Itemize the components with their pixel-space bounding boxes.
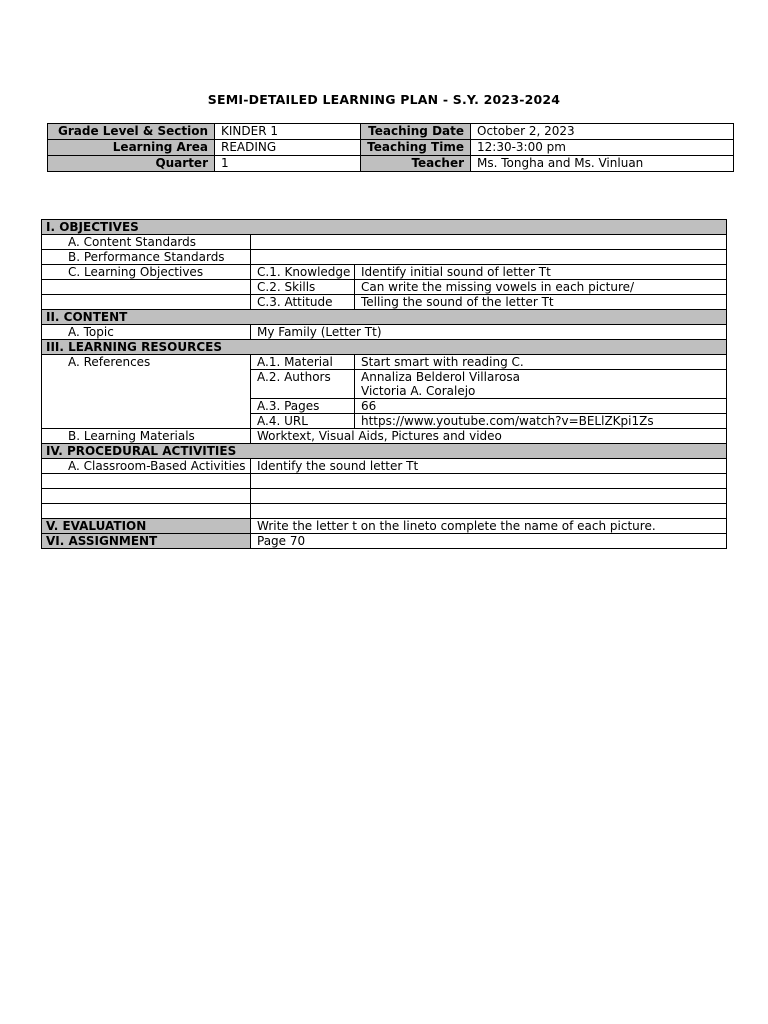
classroom-activities-value: Identify the sound letter Tt	[251, 459, 727, 474]
topic-value: My Family (Letter Tt)	[251, 325, 727, 340]
grade-value: KINDER 1	[215, 124, 361, 140]
material-label: A.1. Material	[251, 355, 355, 370]
pages-value: 66	[355, 399, 727, 414]
empty-cell	[42, 504, 251, 519]
grade-label: Grade Level & Section	[48, 124, 215, 140]
attitude-value: Telling the sound of the letter Tt	[355, 295, 727, 310]
area-value: READING	[215, 140, 361, 156]
skills-value: Can write the missing vowels in each picture/	[355, 280, 727, 295]
content-heading: II. CONTENT	[42, 310, 727, 325]
performance-standards-label: B. Performance Standards	[42, 250, 251, 265]
table-row	[42, 295, 727, 310]
table-row	[42, 325, 727, 340]
teacher-value: Ms. Tongha and Ms. Vinluan	[471, 156, 734, 172]
references-label: A. References	[42, 355, 251, 429]
url-label: A.4. URL	[251, 414, 355, 429]
page-title: SEMI-DETAILED LEARNING PLAN - S.Y. 2023-2024	[207, 92, 561, 107]
section-objectives	[42, 220, 727, 235]
date-value: October 2, 2023	[471, 124, 734, 140]
empty-cell	[251, 474, 727, 489]
assignment-value: Page 70	[251, 534, 727, 549]
plan-table	[41, 219, 727, 549]
table-row	[42, 280, 727, 295]
learning-materials-value: Worktext, Visual Aids, Pictures and video	[251, 429, 727, 444]
empty-cell	[42, 474, 251, 489]
pages-label: A.3. Pages	[251, 399, 355, 414]
area-label: Learning Area	[48, 140, 215, 156]
author-2: Victoria A. Coralejo	[361, 384, 476, 398]
quarter-label: Quarter	[48, 156, 215, 172]
objectives-heading: I. OBJECTIVES	[42, 220, 727, 235]
table-row	[42, 504, 727, 519]
info-row-grade	[48, 124, 734, 140]
time-label: Teaching Time	[361, 140, 471, 156]
section-assignment	[42, 534, 727, 549]
performance-standards-value	[251, 250, 727, 265]
empty-cell	[42, 489, 251, 504]
authors-value	[355, 370, 727, 399]
quarter-value: 1	[215, 156, 361, 172]
attitude-label: C.3. Attitude	[251, 295, 355, 310]
table-row	[42, 429, 727, 444]
info-table	[47, 123, 734, 172]
authors-label: A.2. Authors	[251, 370, 355, 399]
content-standards-value	[251, 235, 727, 250]
time-value: 12:30-3:00 pm	[471, 140, 734, 156]
section-content	[42, 310, 727, 325]
procedural-heading: IV. PROCEDURAL ACTIVITIES	[42, 444, 727, 459]
classroom-activities-label: A. Classroom-Based Activities	[42, 459, 251, 474]
table-row	[42, 355, 727, 370]
info-row-quarter	[48, 156, 734, 172]
evaluation-value: Write the letter t on the lineto complete the name of each picture.	[251, 519, 727, 534]
topic-label: A. Topic	[42, 325, 251, 340]
content-standards-label: A. Content Standards	[42, 235, 251, 250]
knowledge-value: Identify initial sound of letter Tt	[355, 265, 727, 280]
assignment-heading: VI. ASSIGNMENT	[42, 534, 251, 549]
knowledge-label: C.1. Knowledge	[251, 265, 355, 280]
teacher-label: Teacher	[361, 156, 471, 172]
learning-objectives-label: C. Learning Objectives	[42, 265, 251, 280]
table-row	[42, 235, 727, 250]
section-evaluation	[42, 519, 727, 534]
author-1: Annaliza Belderol Villarosa	[361, 370, 520, 384]
table-row	[42, 250, 727, 265]
resources-heading: III. LEARNING RESOURCES	[42, 340, 727, 355]
section-resources	[42, 340, 727, 355]
material-value: Start smart with reading C.	[355, 355, 727, 370]
learning-materials-label: B. Learning Materials	[42, 429, 251, 444]
empty-cell	[251, 489, 727, 504]
info-row-area	[48, 140, 734, 156]
url-value: https://www.youtube.com/watch?v=BELlZKpi1Zs	[355, 414, 727, 429]
date-label: Teaching Date	[361, 124, 471, 140]
evaluation-heading: V. EVALUATION	[42, 519, 251, 534]
table-row	[42, 459, 727, 474]
empty-cell	[251, 504, 727, 519]
table-row	[42, 489, 727, 504]
empty-cell	[42, 295, 251, 310]
section-procedural	[42, 444, 727, 459]
skills-label: C.2. Skills	[251, 280, 355, 295]
table-row	[42, 474, 727, 489]
empty-cell	[42, 280, 251, 295]
table-row	[42, 265, 727, 280]
